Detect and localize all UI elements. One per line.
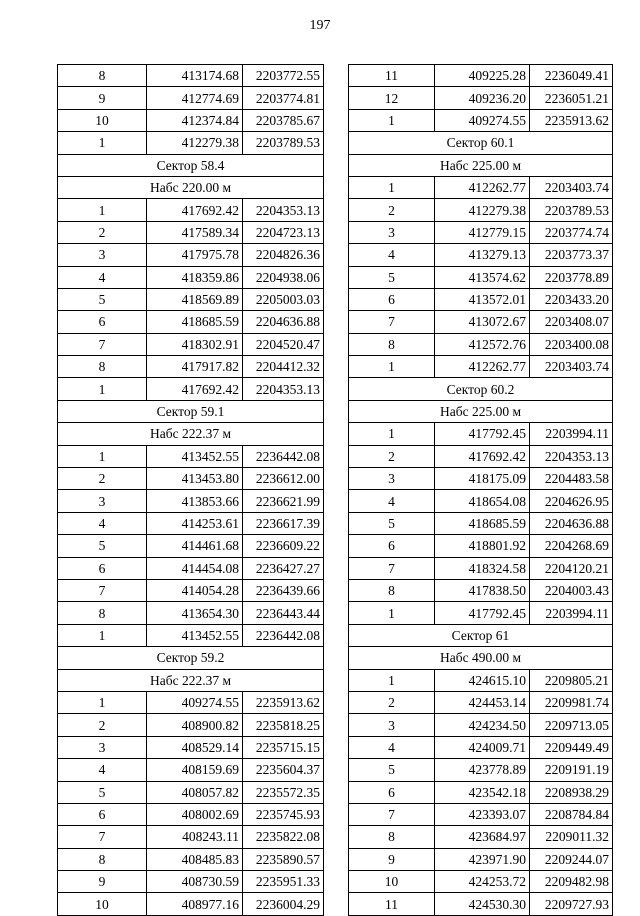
y-coordinate-cell: 2236427.27 (243, 557, 324, 579)
y-coordinate-cell: 2204723.13 (243, 221, 324, 243)
table-row (58, 244, 324, 266)
sector-header-row (58, 176, 324, 198)
table-row (58, 378, 324, 400)
x-coordinate-cell: 417692.42 (147, 199, 243, 221)
sector-header-row (58, 400, 324, 422)
x-coordinate-cell: 417589.34 (147, 221, 243, 243)
table-row (58, 445, 324, 467)
table-row (349, 356, 613, 378)
point-number-cell: 6 (349, 288, 435, 310)
table-row (58, 311, 324, 333)
table-row (58, 65, 324, 87)
point-number-cell: 2 (349, 691, 435, 713)
x-coordinate-cell: 423542.18 (435, 781, 530, 803)
point-number-cell: 2 (349, 199, 435, 221)
x-coordinate-cell: 417792.45 (435, 602, 530, 624)
point-number-cell: 8 (58, 602, 147, 624)
point-number-cell: 1 (58, 624, 147, 646)
y-coordinate-cell: 2208938.29 (530, 781, 613, 803)
table-row (58, 826, 324, 848)
table-row (58, 333, 324, 355)
point-number-cell: 6 (58, 311, 147, 333)
table-row (58, 199, 324, 221)
point-number-cell: 5 (58, 288, 147, 310)
sector-header: Сектор 61 (349, 624, 613, 646)
table-row (58, 512, 324, 534)
y-coordinate-cell: 2204268.69 (530, 535, 613, 557)
table-row (58, 871, 324, 893)
y-coordinate-cell: 2204826.36 (243, 244, 324, 266)
table-row (349, 669, 613, 691)
y-coordinate-cell: 2209713.05 (530, 714, 613, 736)
x-coordinate-cell: 408900.82 (147, 714, 243, 736)
y-coordinate-cell: 2236442.08 (243, 624, 324, 646)
y-coordinate-cell: 2203789.53 (530, 199, 613, 221)
point-number-cell: 4 (58, 266, 147, 288)
sector-header-row (58, 669, 324, 691)
x-coordinate-cell: 424615.10 (435, 669, 530, 691)
sector-header-row (58, 647, 324, 669)
sector-header: Сектор 60.2 (349, 378, 613, 400)
point-number-cell: 4 (349, 244, 435, 266)
x-coordinate-cell: 408529.14 (147, 736, 243, 758)
y-coordinate-cell: 2204636.88 (530, 512, 613, 534)
y-coordinate-cell: 2205003.03 (243, 288, 324, 310)
point-number-cell: 8 (349, 333, 435, 355)
table-row (349, 535, 613, 557)
sector-header: Набс 222.37 м (58, 423, 324, 445)
x-coordinate-cell: 418569.89 (147, 288, 243, 310)
y-coordinate-cell: 2236612.00 (243, 468, 324, 490)
table-row (349, 871, 613, 893)
point-number-cell: 8 (349, 826, 435, 848)
point-number-cell: 12 (349, 87, 435, 109)
point-number-cell: 1 (349, 109, 435, 131)
table-row (349, 826, 613, 848)
point-number-cell: 10 (58, 109, 147, 131)
point-number-cell: 2 (349, 445, 435, 467)
y-coordinate-cell: 2235913.62 (243, 691, 324, 713)
y-coordinate-cell: 2235951.33 (243, 871, 324, 893)
y-coordinate-cell: 2209449.49 (530, 736, 613, 758)
x-coordinate-cell: 408243.11 (147, 826, 243, 848)
point-number-cell: 8 (58, 848, 147, 870)
y-coordinate-cell: 2209244.07 (530, 848, 613, 870)
point-number-cell: 7 (58, 579, 147, 601)
x-coordinate-cell: 417838.50 (435, 579, 530, 601)
y-coordinate-cell: 2204412.32 (243, 356, 324, 378)
point-number-cell: 6 (58, 803, 147, 825)
table-row (58, 288, 324, 310)
x-coordinate-cell: 408159.69 (147, 759, 243, 781)
point-number-cell: 2 (58, 714, 147, 736)
x-coordinate-cell: 413574.62 (435, 266, 530, 288)
x-coordinate-cell: 417975.78 (147, 244, 243, 266)
table-row (58, 624, 324, 646)
y-coordinate-cell: 2235822.08 (243, 826, 324, 848)
point-number-cell: 1 (58, 445, 147, 467)
x-coordinate-cell: 412279.38 (435, 199, 530, 221)
x-coordinate-cell: 408057.82 (147, 781, 243, 803)
y-coordinate-cell: 2235572.35 (243, 781, 324, 803)
y-coordinate-cell: 2204120.21 (530, 557, 613, 579)
table-row (349, 714, 613, 736)
y-coordinate-cell: 2203433.20 (530, 288, 613, 310)
table-row (349, 87, 613, 109)
x-coordinate-cell: 424253.72 (435, 871, 530, 893)
point-number-cell: 3 (58, 736, 147, 758)
point-number-cell: 6 (349, 781, 435, 803)
y-coordinate-cell: 2209805.21 (530, 669, 613, 691)
y-coordinate-cell: 2203785.67 (243, 109, 324, 131)
x-coordinate-cell: 408485.83 (147, 848, 243, 870)
point-number-cell: 6 (58, 557, 147, 579)
table-row (349, 557, 613, 579)
sector-header-row (349, 132, 613, 154)
point-number-cell: 3 (349, 468, 435, 490)
y-coordinate-cell: 2236621.99 (243, 490, 324, 512)
point-number-cell: 1 (58, 378, 147, 400)
table-row (349, 445, 613, 467)
x-coordinate-cell: 412262.77 (435, 356, 530, 378)
sector-header: Сектор 58.4 (58, 154, 324, 176)
point-number-cell: 9 (58, 87, 147, 109)
table-row (58, 781, 324, 803)
point-number-cell: 4 (58, 512, 147, 534)
x-coordinate-cell: 423778.89 (435, 759, 530, 781)
point-number-cell: 8 (58, 65, 147, 87)
sector-header: Сектор 59.2 (58, 647, 324, 669)
x-coordinate-cell: 418175.09 (435, 468, 530, 490)
y-coordinate-cell: 2235604.37 (243, 759, 324, 781)
x-coordinate-cell: 418324.58 (435, 557, 530, 579)
x-coordinate-cell: 414454.08 (147, 557, 243, 579)
point-number-cell: 5 (349, 512, 435, 534)
x-coordinate-cell: 417692.42 (147, 378, 243, 400)
table-row (58, 714, 324, 736)
y-coordinate-cell: 2209482.98 (530, 871, 613, 893)
y-coordinate-cell: 2209981.74 (530, 691, 613, 713)
x-coordinate-cell: 418685.59 (435, 512, 530, 534)
sector-header-row (349, 624, 613, 646)
point-number-cell: 7 (58, 333, 147, 355)
y-coordinate-cell: 2203403.74 (530, 176, 613, 198)
point-number-cell: 1 (349, 602, 435, 624)
table-row (58, 87, 324, 109)
table-row (349, 490, 613, 512)
x-coordinate-cell: 417792.45 (435, 423, 530, 445)
y-coordinate-cell: 2235818.25 (243, 714, 324, 736)
table-row (58, 579, 324, 601)
y-coordinate-cell: 2203994.11 (530, 602, 613, 624)
x-coordinate-cell: 418359.86 (147, 266, 243, 288)
y-coordinate-cell: 2203778.89 (530, 266, 613, 288)
y-coordinate-cell: 2236049.41 (530, 65, 613, 87)
point-number-cell: 9 (58, 871, 147, 893)
x-coordinate-cell: 413174.68 (147, 65, 243, 87)
y-coordinate-cell: 2204938.06 (243, 266, 324, 288)
table-row (349, 288, 613, 310)
point-number-cell: 2 (58, 468, 147, 490)
y-coordinate-cell: 2235913.62 (530, 109, 613, 131)
coordinates-table-right (348, 64, 613, 916)
x-coordinate-cell: 408730.59 (147, 871, 243, 893)
y-coordinate-cell: 2203773.37 (530, 244, 613, 266)
y-coordinate-cell: 2236439.66 (243, 579, 324, 601)
point-number-cell: 9 (349, 848, 435, 870)
table-row (58, 691, 324, 713)
page-number: 197 (309, 18, 331, 33)
table-row (349, 109, 613, 131)
x-coordinate-cell: 413453.80 (147, 468, 243, 490)
point-number-cell: 1 (58, 132, 147, 154)
table-row (349, 468, 613, 490)
x-coordinate-cell: 413853.66 (147, 490, 243, 512)
y-coordinate-cell: 2236617.39 (243, 512, 324, 534)
table-row (58, 893, 324, 915)
y-coordinate-cell: 2235745.93 (243, 803, 324, 825)
table-row (349, 759, 613, 781)
sector-header-row (58, 423, 324, 445)
point-number-cell: 1 (349, 176, 435, 198)
table-row (58, 221, 324, 243)
x-coordinate-cell: 423684.97 (435, 826, 530, 848)
point-number-cell: 1 (58, 691, 147, 713)
y-coordinate-cell: 2204353.13 (530, 445, 613, 467)
x-coordinate-cell: 424009.71 (435, 736, 530, 758)
table-row (58, 468, 324, 490)
table-row (349, 691, 613, 713)
table-row (58, 803, 324, 825)
x-coordinate-cell: 409225.28 (435, 65, 530, 87)
y-coordinate-cell: 2236051.21 (530, 87, 613, 109)
y-coordinate-cell: 2204353.13 (243, 199, 324, 221)
point-number-cell: 7 (58, 826, 147, 848)
table-row (58, 535, 324, 557)
point-number-cell: 3 (349, 221, 435, 243)
x-coordinate-cell: 418302.91 (147, 333, 243, 355)
y-coordinate-cell: 2209727.93 (530, 893, 613, 915)
point-number-cell: 3 (349, 714, 435, 736)
x-coordinate-cell: 417692.42 (435, 445, 530, 467)
x-coordinate-cell: 412572.76 (435, 333, 530, 355)
point-number-cell: 5 (349, 266, 435, 288)
y-coordinate-cell: 2204626.95 (530, 490, 613, 512)
y-coordinate-cell: 2203789.53 (243, 132, 324, 154)
sector-header: Набс 220.00 м (58, 176, 324, 198)
point-number-cell: 8 (58, 356, 147, 378)
y-coordinate-cell: 2236442.08 (243, 445, 324, 467)
table-row (58, 356, 324, 378)
y-coordinate-cell: 2235890.57 (243, 848, 324, 870)
table-row (58, 759, 324, 781)
point-number-cell: 6 (349, 535, 435, 557)
table-row (349, 176, 613, 198)
table-row (349, 333, 613, 355)
sector-header: Набс 222.37 м (58, 669, 324, 691)
table-row (349, 893, 613, 915)
y-coordinate-cell: 2236609.22 (243, 535, 324, 557)
x-coordinate-cell: 409236.20 (435, 87, 530, 109)
y-coordinate-cell: 2209011.32 (530, 826, 613, 848)
sector-header-row (349, 378, 613, 400)
sector-header: Набс 225.00 м (349, 154, 613, 176)
x-coordinate-cell: 414054.28 (147, 579, 243, 601)
x-coordinate-cell: 413654.30 (147, 602, 243, 624)
point-number-cell: 10 (349, 871, 435, 893)
x-coordinate-cell: 418654.08 (435, 490, 530, 512)
y-coordinate-cell: 2236443.44 (243, 602, 324, 624)
y-coordinate-cell: 2203994.11 (530, 423, 613, 445)
x-coordinate-cell: 413279.13 (435, 244, 530, 266)
table-row (349, 266, 613, 288)
x-coordinate-cell: 412374.84 (147, 109, 243, 131)
y-coordinate-cell: 2208784.84 (530, 803, 613, 825)
y-coordinate-cell: 2209191.19 (530, 759, 613, 781)
sector-header-row (58, 154, 324, 176)
point-number-cell: 1 (349, 423, 435, 445)
table-row (58, 848, 324, 870)
x-coordinate-cell: 418685.59 (147, 311, 243, 333)
x-coordinate-cell: 414253.61 (147, 512, 243, 534)
x-coordinate-cell: 408977.16 (147, 893, 243, 915)
point-number-cell: 11 (349, 65, 435, 87)
point-number-cell: 3 (58, 244, 147, 266)
y-coordinate-cell: 2203772.55 (243, 65, 324, 87)
table-row (58, 490, 324, 512)
sector-header-row (349, 154, 613, 176)
x-coordinate-cell: 412279.38 (147, 132, 243, 154)
table-row (349, 244, 613, 266)
point-number-cell: 5 (58, 535, 147, 557)
sector-header: Набс 490.00 м (349, 647, 613, 669)
y-coordinate-cell: 2203408.07 (530, 311, 613, 333)
point-number-cell: 7 (349, 803, 435, 825)
sector-header: Сектор 60.1 (349, 132, 613, 154)
x-coordinate-cell: 412774.69 (147, 87, 243, 109)
y-coordinate-cell: 2204483.58 (530, 468, 613, 490)
table-row (58, 266, 324, 288)
y-coordinate-cell: 2204520.47 (243, 333, 324, 355)
point-number-cell: 8 (349, 579, 435, 601)
table-row (349, 221, 613, 243)
x-coordinate-cell: 413572.01 (435, 288, 530, 310)
x-coordinate-cell: 414461.68 (147, 535, 243, 557)
y-coordinate-cell: 2203774.81 (243, 87, 324, 109)
point-number-cell: 7 (349, 557, 435, 579)
x-coordinate-cell: 423971.90 (435, 848, 530, 870)
x-coordinate-cell: 424234.50 (435, 714, 530, 736)
y-coordinate-cell: 2204636.88 (243, 311, 324, 333)
sector-header-row (349, 647, 613, 669)
table-row (58, 557, 324, 579)
table-row (349, 311, 613, 333)
point-number-cell: 3 (58, 490, 147, 512)
y-coordinate-cell: 2203403.74 (530, 356, 613, 378)
point-number-cell: 4 (58, 759, 147, 781)
point-number-cell: 2 (58, 221, 147, 243)
sector-header-row (349, 400, 613, 422)
sector-header: Набс 225.00 м (349, 400, 613, 422)
point-number-cell: 11 (349, 893, 435, 915)
table-row (349, 602, 613, 624)
x-coordinate-cell: 417917.82 (147, 356, 243, 378)
x-coordinate-cell: 423393.07 (435, 803, 530, 825)
table-row (349, 579, 613, 601)
x-coordinate-cell: 424530.30 (435, 893, 530, 915)
x-coordinate-cell: 412262.77 (435, 176, 530, 198)
y-coordinate-cell: 2204003.43 (530, 579, 613, 601)
table-row (58, 109, 324, 131)
x-coordinate-cell: 413072.67 (435, 311, 530, 333)
table-row (58, 736, 324, 758)
point-number-cell: 1 (349, 356, 435, 378)
point-number-cell: 4 (349, 490, 435, 512)
x-coordinate-cell: 409274.55 (435, 109, 530, 131)
x-coordinate-cell: 424453.14 (435, 691, 530, 713)
table-row (349, 848, 613, 870)
table-row (349, 803, 613, 825)
sector-header: Сектор 59.1 (58, 400, 324, 422)
point-number-cell: 1 (349, 669, 435, 691)
point-number-cell: 7 (349, 311, 435, 333)
table-row (349, 199, 613, 221)
x-coordinate-cell: 409274.55 (147, 691, 243, 713)
table-row (349, 781, 613, 803)
table-row (58, 602, 324, 624)
y-coordinate-cell: 2236004.29 (243, 893, 324, 915)
point-number-cell: 10 (58, 893, 147, 915)
coordinates-table-left (57, 64, 324, 916)
y-coordinate-cell: 2235715.15 (243, 736, 324, 758)
point-number-cell: 1 (58, 199, 147, 221)
table-row (58, 132, 324, 154)
y-coordinate-cell: 2204353.13 (243, 378, 324, 400)
table-row (349, 736, 613, 758)
x-coordinate-cell: 408002.69 (147, 803, 243, 825)
x-coordinate-cell: 413452.55 (147, 624, 243, 646)
point-number-cell: 5 (349, 759, 435, 781)
point-number-cell: 4 (349, 736, 435, 758)
x-coordinate-cell: 412779.15 (435, 221, 530, 243)
table-row (349, 423, 613, 445)
x-coordinate-cell: 413452.55 (147, 445, 243, 467)
table-row (349, 65, 613, 87)
y-coordinate-cell: 2203774.74 (530, 221, 613, 243)
table-row (349, 512, 613, 534)
x-coordinate-cell: 418801.92 (435, 535, 530, 557)
point-number-cell: 5 (58, 781, 147, 803)
y-coordinate-cell: 2203400.08 (530, 333, 613, 355)
